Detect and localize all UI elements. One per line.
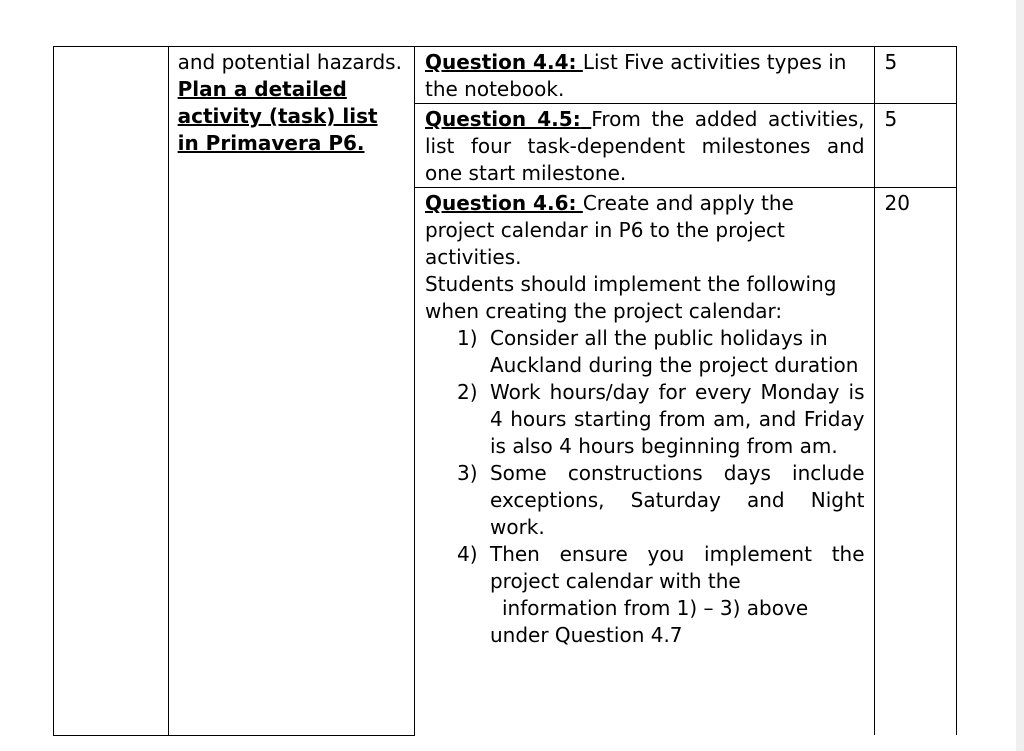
- question-4-4-cell: [414, 47, 874, 104]
- question-4-6-intro: Students should implement the following when creating the project calendar:: [424, 272, 837, 323]
- assessment-table: [53, 46, 957, 736]
- list-item: 2) Work hours/day for every Monday is 4 hours starting from am, and Friday is also 4 hours beginning from am.: [456, 380, 865, 458]
- question-4-6-marks: 20: [884, 191, 910, 215]
- marks-cell-4-6: [874, 188, 956, 736]
- table-row-q44: [54, 47, 957, 104]
- marks-cell-4-5: [874, 104, 956, 188]
- question-4-6-label: Question 4.6:: [424, 191, 577, 215]
- question-4-6-cell: [414, 188, 874, 736]
- question-4-5-label: Question 4.5:: [424, 107, 581, 131]
- question-4-4-text: List Five activities types in the notebook.: [424, 50, 847, 101]
- question-4-5-marks: 5: [884, 107, 898, 131]
- task-plan-text: Plan a detailed activity (task) list in Primavera P6.: [177, 77, 378, 155]
- question-4-4-label: Question 4.4:: [424, 50, 577, 74]
- list-item: 1) Consider all the public holidays in Auckland during the project duration: [456, 326, 859, 377]
- list-item: 4) Then ensure you implement the project calendar with the information from 1) – 3) above under Question 4.7: [456, 542, 865, 647]
- question-4-5-text: From the added activities, list four task-dependent milestones and one start milestone.: [424, 107, 865, 185]
- marks-cell-4-4: [874, 47, 956, 104]
- question-4-4-marks: 5: [884, 50, 898, 74]
- task-description-text: and potential hazards.: [177, 50, 402, 74]
- question-4-5-cell: [414, 104, 874, 188]
- blank-column-cell: [54, 47, 169, 736]
- page-edge: [1016, 0, 1024, 751]
- list-item: 3) Some constructions days include exceptions, Saturday and Night work.: [456, 461, 865, 539]
- requirements-list: [425, 325, 865, 649]
- question-4-6-text: Create and apply the project calendar in P6 to the project activities.: [424, 191, 794, 269]
- task-description-cell: [168, 47, 414, 736]
